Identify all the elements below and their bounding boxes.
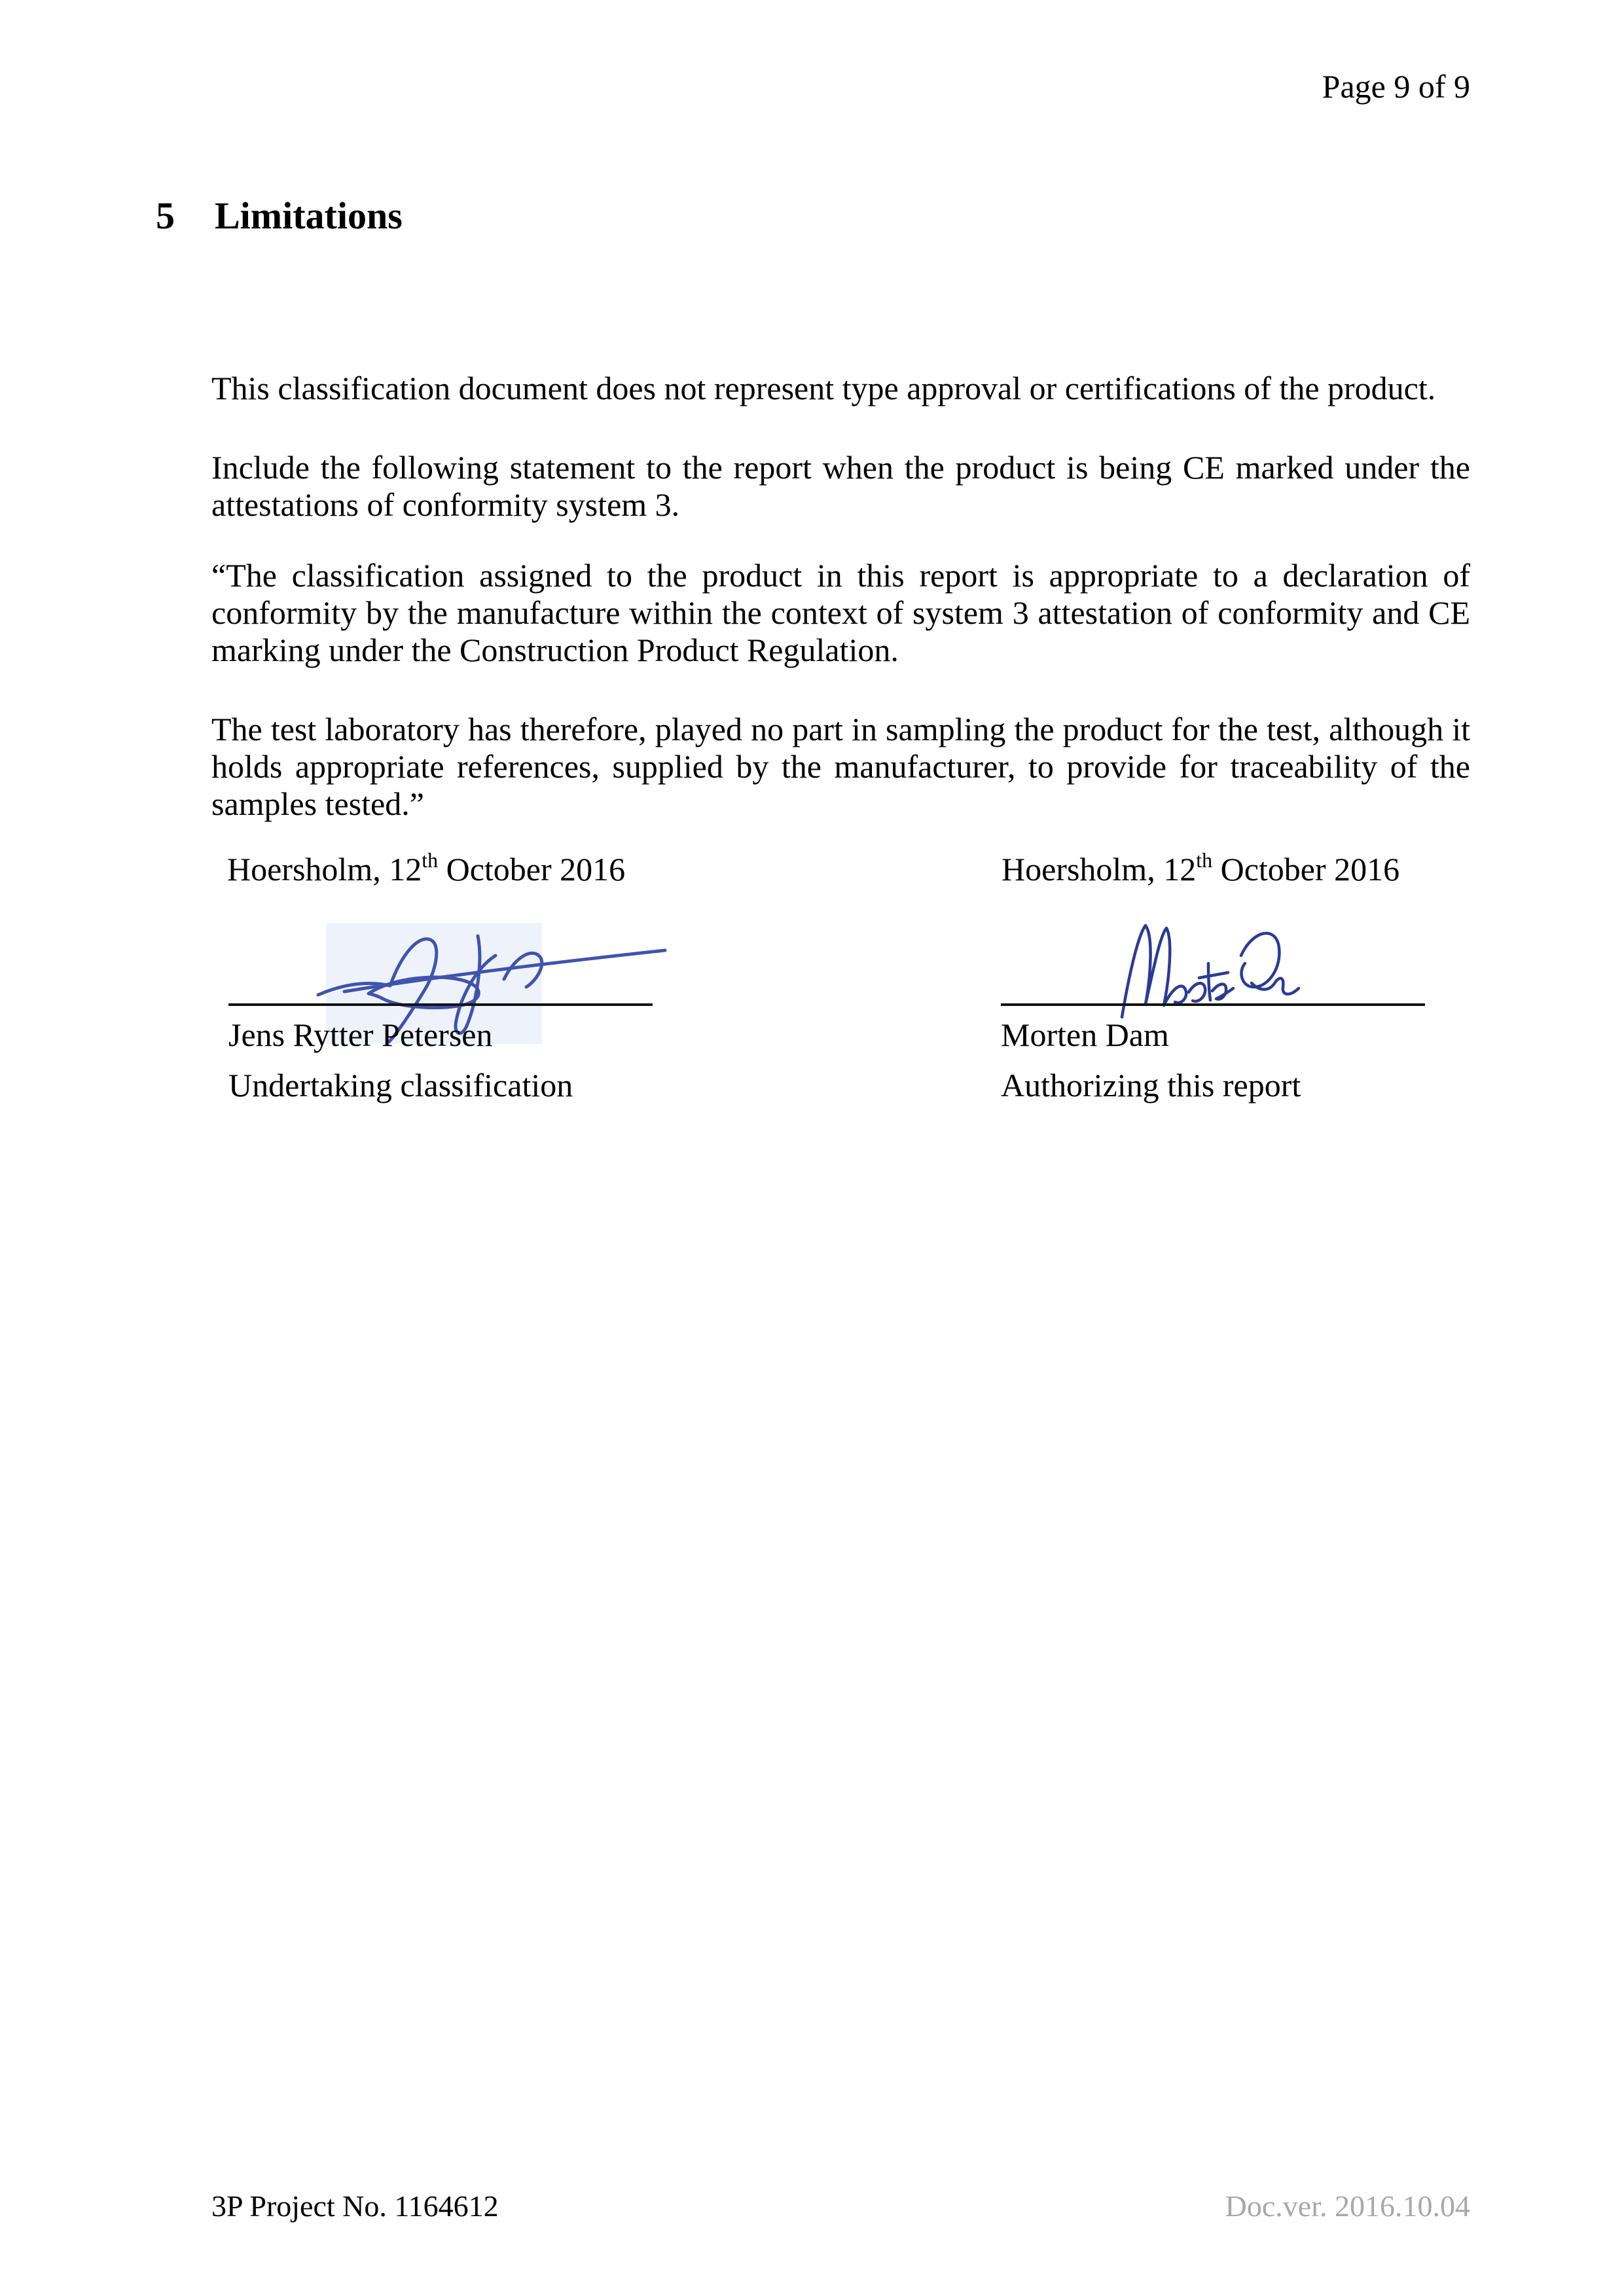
signer-role-left: Undertaking classification	[228, 1067, 573, 1103]
date-left-city-day: Hoersholm, 12	[227, 851, 422, 888]
section-title: Limitations	[215, 194, 403, 237]
paragraph-classification-quote: “The classification assigned to the product in this report is appropriate to a declaration of conformity by the manufacture within the context of system 3 attestation of conformity and CE marking under the Construction Product Regulation.	[211, 557, 1470, 668]
paragraph-no-type-approval: This classification document does not represent type approval or certifications of the product.	[211, 370, 1436, 406]
footer-project-number: 3P Project No. 1164612	[211, 2189, 499, 2223]
date-left-rest: October 2016	[438, 851, 626, 888]
date-left	[227, 848, 626, 892]
date-right-rest: October 2016	[1212, 851, 1400, 888]
paragraph-test-laboratory: The test laboratory has therefore, played no part in sampling the product for the test, although it holds appropriate references, supplied by the manufacturer, to provide for traceability of the samples tested.”	[211, 711, 1470, 822]
signature-morten-dam-image	[1113, 918, 1306, 1022]
signer-name-left: Jens Rytter Petersen	[228, 1016, 493, 1053]
signer-name-right: Morten Dam	[1001, 1016, 1169, 1053]
signer-role-right: Authorizing this report	[1001, 1067, 1301, 1103]
footer-doc-version: Doc.ver. 2016.10.04	[1225, 2189, 1470, 2223]
paragraph-include-statement: Include the following statement to the report when the product is being CE marked under the attestations of conformity system 3.	[211, 449, 1470, 523]
page-number: Page 9 of 9	[1322, 68, 1470, 105]
section-number: 5	[156, 194, 175, 237]
date-right-city-day: Hoersholm, 12	[1001, 851, 1197, 888]
signature-line-left	[228, 1003, 653, 1006]
signature-line-right	[1001, 1003, 1425, 1006]
date-right-ordinal: th	[1196, 848, 1213, 872]
date-right	[1001, 848, 1400, 892]
date-left-ordinal: th	[422, 848, 439, 872]
